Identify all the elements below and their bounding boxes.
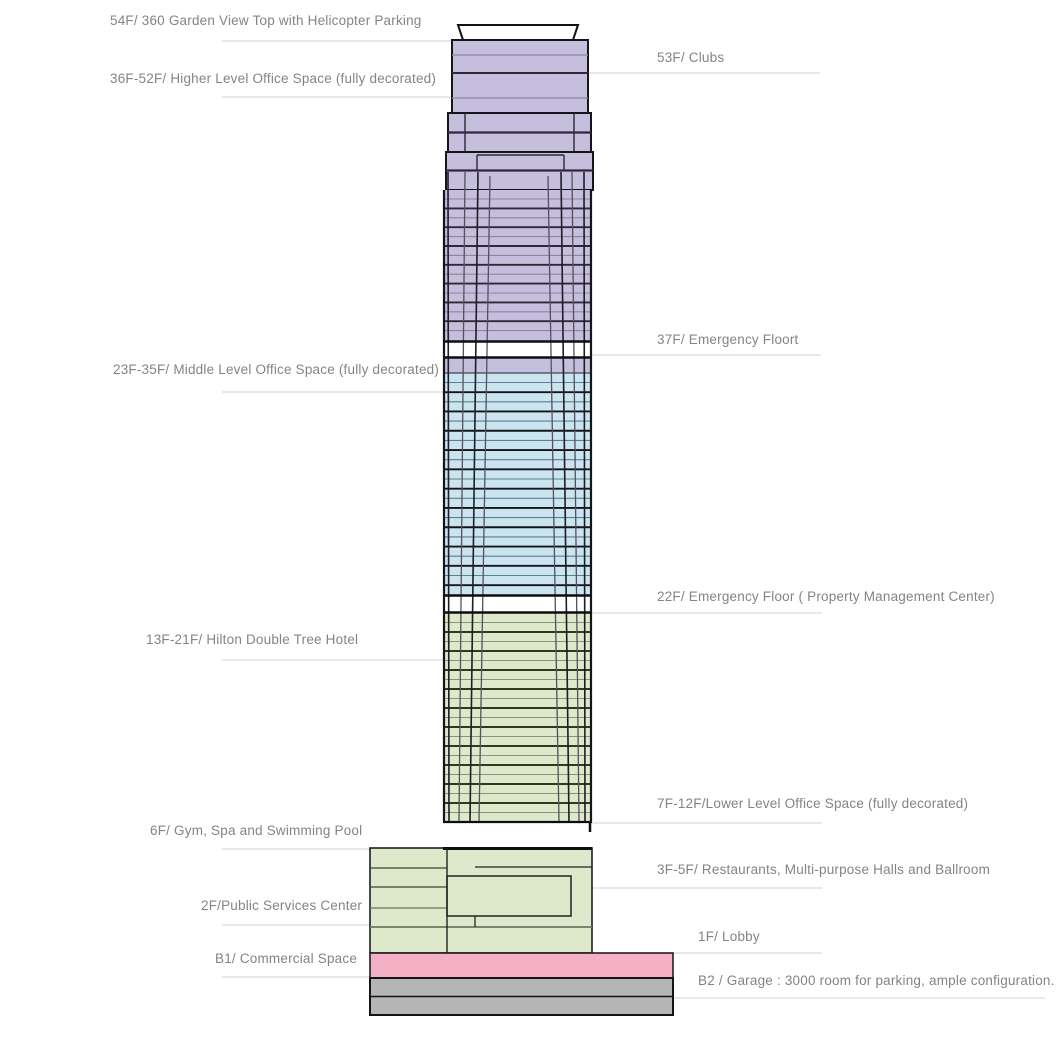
emergency-floor-37f-band: [443, 342, 592, 357]
b1-commercial-band: [370, 953, 673, 978]
label-6f-gym-spa-pool: 6F/ Gym, Spa and Swimming Pool: [150, 823, 363, 838]
b2-garage-band: [370, 978, 673, 1015]
gym-floor-6f-band: [443, 823, 592, 847]
label-1f-lobby: 1F/ Lobby: [698, 929, 760, 944]
label-3-5f-restaurants: 3F-5F/ Restaurants, Multi-purpose Halls and Ballroom: [657, 862, 991, 877]
label-54f-garden-view: 54F/ 360 Garden View Top with Helicopter Parking: [110, 13, 422, 28]
label-53f-clubs: 53F/ Clubs: [657, 50, 725, 65]
label-22f-emergency: 22F/ Emergency Floor ( Property Management Center): [657, 589, 995, 604]
section-middle-office-blue: [443, 373, 592, 595]
tower-top-blocks: [446, 40, 593, 190]
leader-lines: [222, 41, 1045, 998]
label-2f-public-services: 2F/Public Services Center: [201, 898, 363, 913]
emergency-floor-22f-band: [443, 596, 592, 612]
podium: [370, 848, 592, 953]
label-23-35f-middle-office: 23F-35F/ Middle Level Office Space (fully decorated): [113, 362, 440, 377]
label-b1-commercial: B1/ Commercial Space: [215, 951, 358, 966]
label-37f-emergency: 37F/ Emergency Floort: [657, 332, 799, 347]
helipad: [458, 25, 578, 40]
label-7-12f-lower-office: 7F-12F/Lower Level Office Space (fully decorated): [657, 796, 969, 811]
section-hotel-lower-office-green: [443, 613, 592, 822]
label-b2-garage: B2 / Garage : 3000 room for parking, ample configuration.: [698, 973, 1055, 988]
label-13-21f-hotel: 13F-21F/ Hilton Double Tree Hotel: [146, 632, 359, 647]
label-36-52f-higher-office: 36F-52F/ Higher Level Office Space (fully decorated): [110, 71, 437, 86]
